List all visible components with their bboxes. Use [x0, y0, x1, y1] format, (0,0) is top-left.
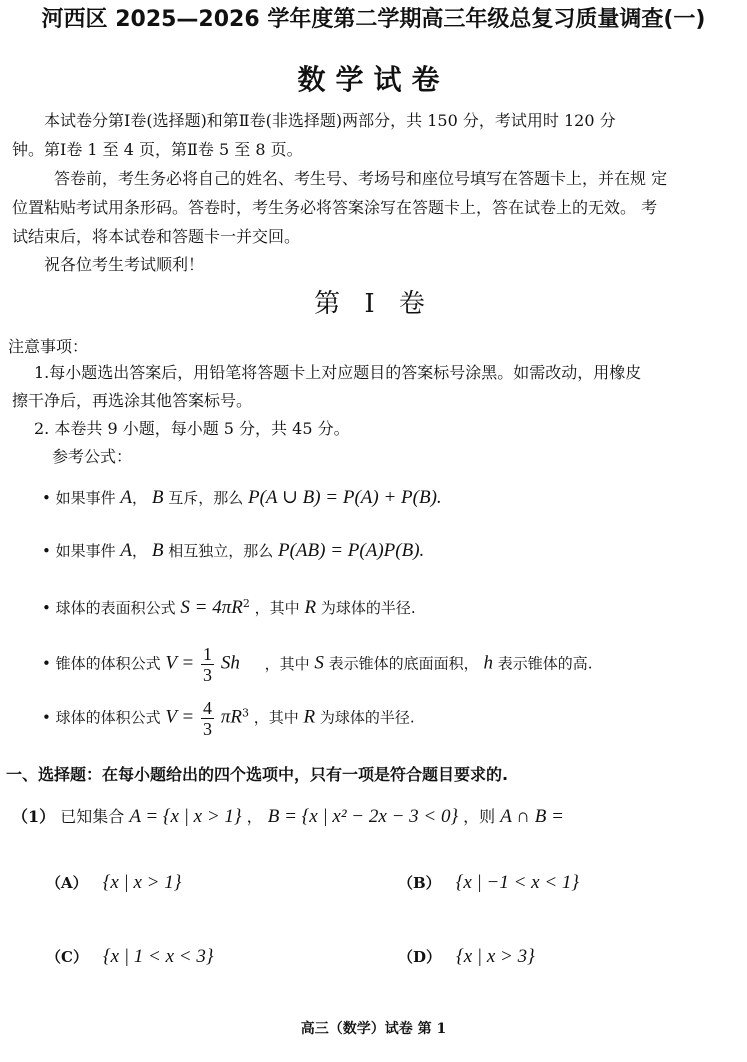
question-1-separator: ， [246, 807, 263, 826]
formula-cone-volume [42, 644, 593, 685]
option-a-label: （A） [46, 874, 88, 892]
formula-5-fraction [201, 698, 214, 739]
formula-4-numerator: 1 [203, 644, 213, 664]
formula-2-prefix: • 如果事件 [42, 542, 116, 560]
option-c-label: （C） [46, 948, 88, 966]
formula-4-var-s: S [314, 652, 324, 674]
option-d-label: （D） [398, 948, 442, 966]
formula-1-equation: P(A ∪ B) = P(A) + P(B). [248, 487, 442, 508]
formula-sphere-volume [42, 698, 415, 739]
formula-heading: 参考公式： [52, 447, 133, 466]
question-1-stem [12, 806, 564, 828]
formula-4-prefix: • 锥体的体积公式 [42, 654, 161, 673]
formula-5-suffix: ，其中 [253, 708, 299, 727]
formula-1-prefix: • 如果事件 [42, 489, 116, 507]
formula-4-fraction [201, 644, 214, 685]
formula-3-var: R [304, 597, 317, 618]
question-1-ask: A ∩ B = [500, 806, 564, 827]
question-1-number: （1） [12, 807, 56, 826]
intro-line-2: 钟。第Ⅰ卷 1 至 4 页，第Ⅱ卷 5 至 8 页。 [12, 140, 303, 159]
formula-5-denominator: 3 [203, 719, 213, 739]
choice-section-heading: 一、选择题：在每小题给出的四个选项中，只有一项是符合题目要求的. [6, 765, 509, 784]
formula-3-prefix: • 球体的表面积公式 [42, 599, 176, 617]
formula-2-relation: 相互独立，那么 [168, 542, 274, 560]
intro-line-1: 本试卷分第Ⅰ卷(选择题)和第Ⅱ卷(非选择题)两部分，共 150 分，考试用时 120 分 [44, 111, 616, 130]
option-a-value: {x | x > 1} [102, 872, 182, 893]
intro-line-3: 答卷前，考生务必将自己的姓名、考生号、考场号和座位号填写在答题卡上，并在规 定 [54, 169, 668, 188]
formula-5-lhs: V = [165, 706, 195, 728]
formula-5-numerator: 4 [203, 698, 213, 718]
exam-header-title: 河西区 2025—2026 学年度第二学期高三年级总复习质量调查(一) [41, 7, 706, 32]
formula-2-event-a: A [120, 540, 133, 561]
formula-1-event-b: B [151, 487, 164, 508]
formula-3-equation: S = 4πR [180, 597, 243, 618]
option-c[interactable] [46, 946, 213, 968]
option-b[interactable] [398, 872, 579, 894]
formula-1-relation: 互斥，那么 [168, 489, 244, 507]
formula-5-rhs: πR [220, 706, 242, 728]
formula-5-var: R [303, 706, 316, 728]
formula-3-suffix: ，其中 [254, 599, 300, 617]
notice-1-line-1: 1.每小题选出答案后，用铅笔将答题卡上对应题目的答案标号涂黑。如需改动，用橡皮 [34, 363, 642, 382]
formula-5-exponent: 3 [241, 706, 249, 720]
formula-5-prefix: • 球体的体积公式 [42, 708, 161, 727]
formula-4-mid2: 表示锥体的底面面积， [328, 654, 479, 673]
formula-1-event-a: A [120, 487, 133, 508]
section-title: 第 Ⅰ 卷 [314, 289, 433, 319]
option-d[interactable] [398, 946, 535, 968]
question-1-set-b: B = {x | x² − 2x − 3 < 0} [267, 806, 459, 827]
option-d-value: {x | x > 3} [456, 946, 535, 967]
option-c-value: {x | 1 < x < 3} [103, 946, 214, 967]
option-a[interactable] [46, 872, 181, 894]
formula-4-var-h: h [483, 652, 493, 674]
intro-line-4: 位置粘贴考试用条形码。答卷时，考生务必将答案涂写在答题卡上，答在试卷上的无效。 考 [12, 198, 658, 217]
formula-2-equation: P(AB) = P(A)P(B). [278, 540, 425, 561]
formula-4-denominator: 3 [203, 665, 213, 685]
formula-3-exponent: 2 [242, 597, 250, 610]
intro-line-6: 祝各位考生考试顺利！ [44, 255, 205, 274]
question-1-set-a: A = {x | x > 1} [129, 806, 242, 827]
notice-heading: 注意事项： [8, 337, 89, 356]
formula-2-event-b: B [151, 540, 164, 561]
option-b-value: {x | −1 < x < 1} [455, 872, 580, 893]
formula-5-tail: 为球体的半径. [319, 708, 415, 727]
paper-title: 数学试卷 [297, 63, 450, 96]
notice-2: 2. 本卷共 9 小题，每小题 5 分，共 45 分。 [34, 419, 350, 438]
notice-1-line-2: 擦干净后，再选涂其他答案标号。 [12, 391, 253, 410]
question-1-text: 已知集合 [60, 807, 125, 826]
option-b-label: （B） [398, 874, 441, 892]
formula-4-mid: ，其中 [264, 654, 310, 673]
formula-4-rhs: Sh [220, 652, 240, 674]
formula-3-tail: 为球体的半径. [320, 599, 416, 617]
formula-mutually-exclusive: • 如果事件 A， B 互斥，那么 P(A ∪ B) = P(A) + P(B). [42, 487, 442, 508]
formula-4-lhs: V = [165, 652, 195, 674]
formula-4-tail: 表示锥体的高. [497, 654, 593, 673]
formula-sphere-surface [42, 597, 416, 619]
page-footer: 高三（数学）试卷 第 1 [300, 1021, 447, 1037]
formula-independent: • 如果事件 A， B 相互独立，那么 P(AB) = P(A)P(B). [42, 540, 425, 561]
intro-line-5: 试结束后，将本试卷和答题卡一并交回。 [12, 227, 301, 246]
question-1-then: ，则 [463, 807, 496, 826]
